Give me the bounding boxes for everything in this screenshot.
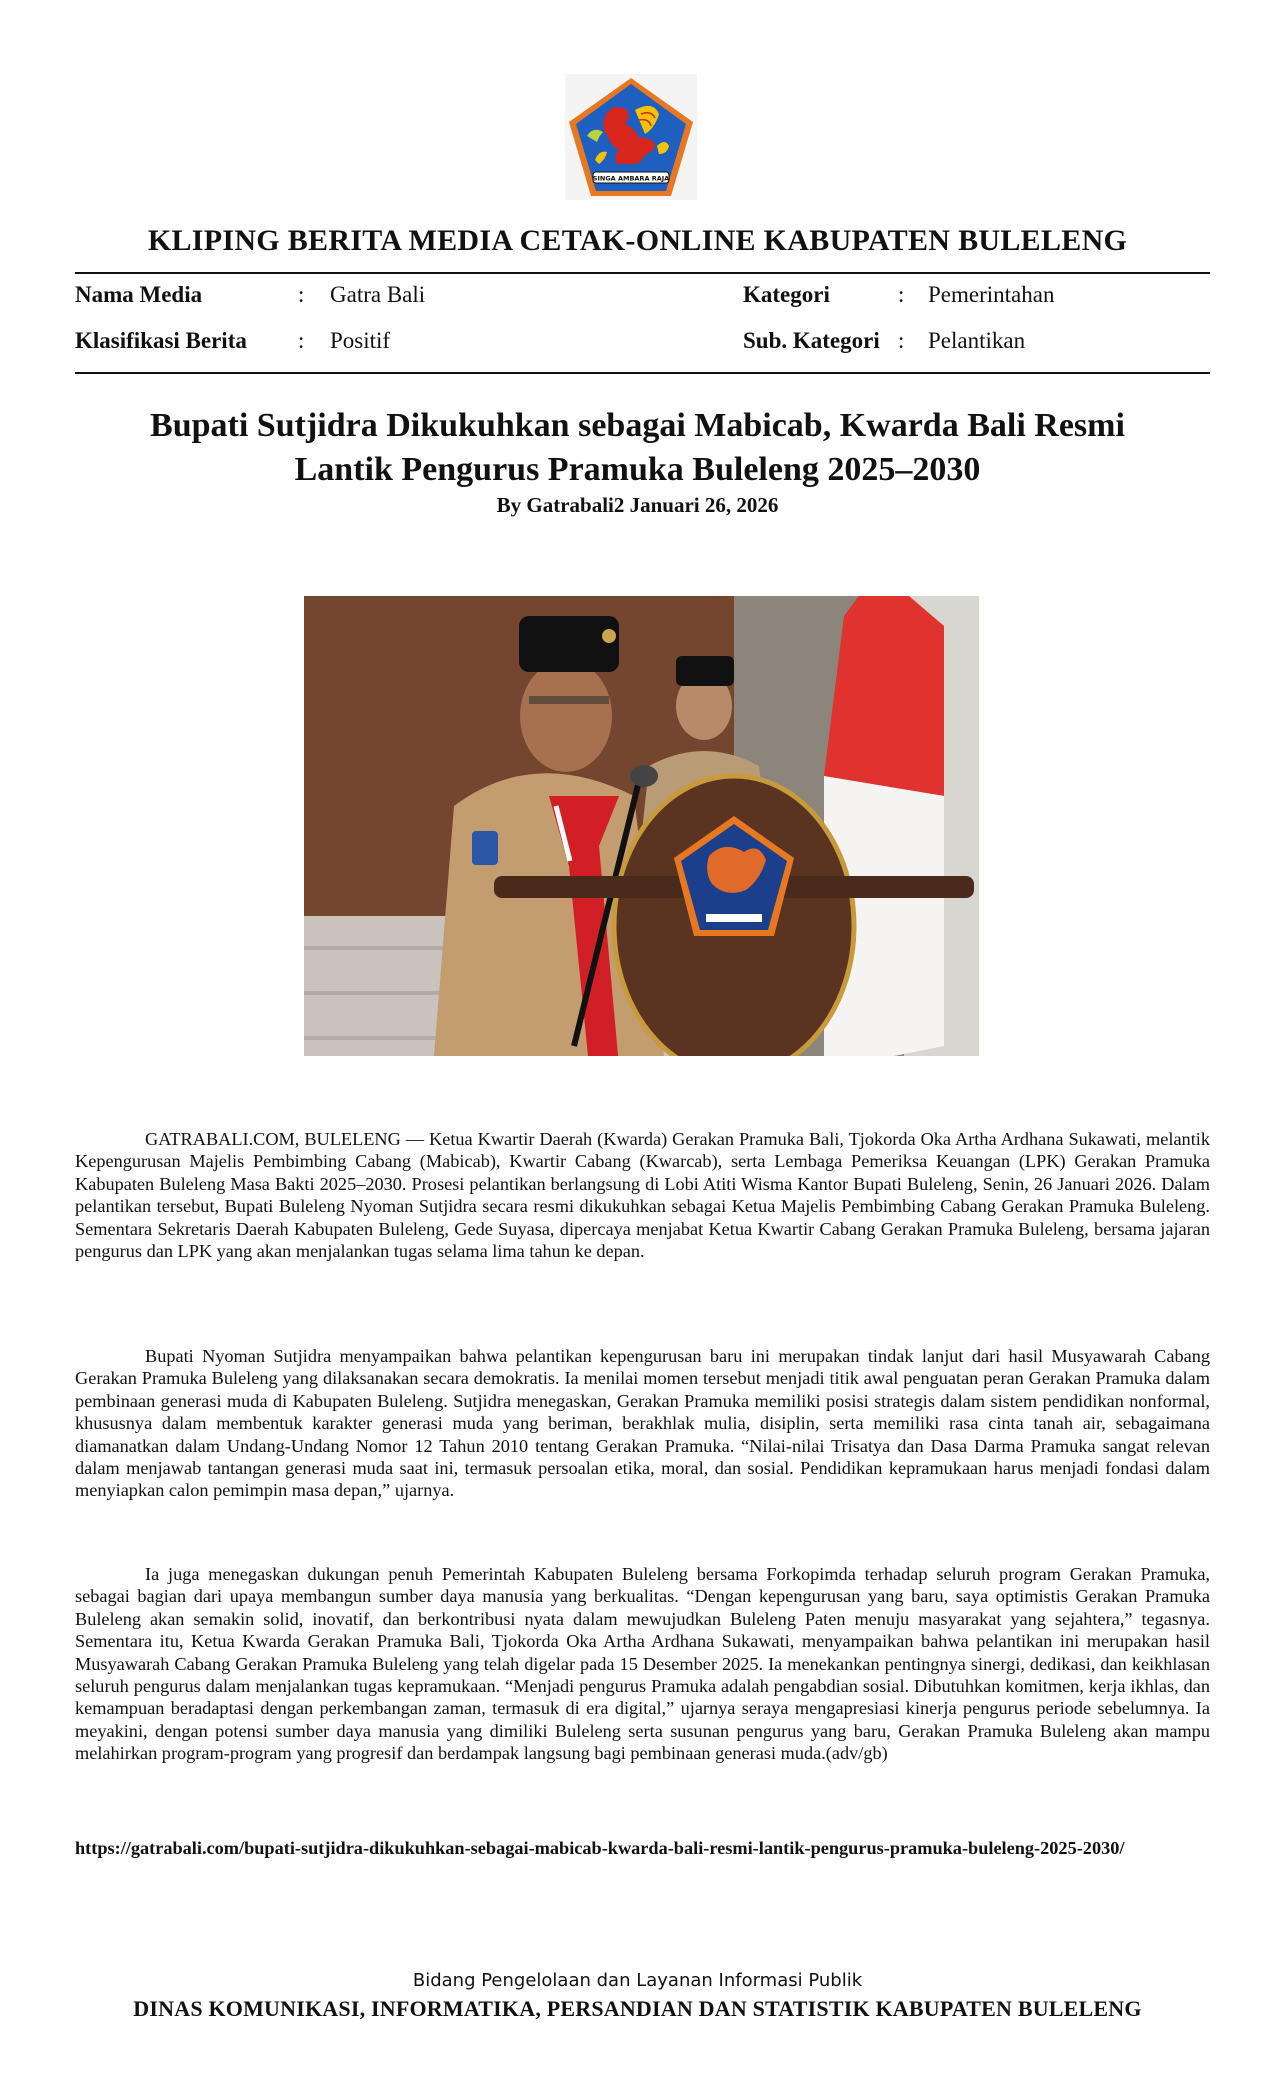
meta-row-1	[75, 282, 1210, 318]
colon: :	[898, 282, 905, 307]
meta-row-2	[75, 328, 1210, 364]
source-url-link[interactable]: https://gatrabali.com/bupati-sutjidra-dikukuhkan-sebagai-mabicab-kwarda-bali-resmi-lantik-pengurus-pramuka-buleleng-2025-2030/	[75, 1838, 1125, 1858]
article-paragraph-1	[75, 1128, 1210, 1262]
footer-subtitle: Bidang Pengelolaan dan Layanan Informasi Publik	[412, 1970, 863, 1991]
colon: :	[898, 328, 905, 353]
buleleng-emblem-logo	[565, 74, 697, 200]
headline-line-1: Bupati Sutjidra Dikukuhkan sebagai Mabicab, Kwarda Bali Resmi	[150, 407, 1125, 444]
paragraph-text: Ia juga menegaskan dukungan penuh Pemerintah Kabupaten Buleleng bersama Forkopimda terhadap seluruh program Gerakan Pramuka, sebagai bagian dari upaya membangun sumber daya manusia yang berkualitas. “Dengan kepengurusan yang baru, saya optimistis Gerakan Pramuka Buleleng akan semakin solid, inovatif, dan berkontribusi nyata dalam mewujudkan Buleleng Paten menuju masyarakat yang sejahtera,” tegasnya. Sementara itu, Ketua Kwarda Gerakan Pramuka Bali, Tjokorda Oka Artha Ardhana Sukawati, menyampaikan bahwa pelantikan ini merupakan hasil Musyawarah Cabang Gerakan Pramuka Buleleng yang telah digelar pada 15 Desember 2025. Ia menekankan pentingnya sinergi, dedikasi, dan keikhlasan seluruh pengurus dalam menjalankan tugas kepramukaan. “Menjadi pengurus Pramuka adalah pengabdian sosial. Dibutuhkan komitmen, kerja ikhlas, dan kemampuan beradaptasi dengan perkembangan zaman, termasuk di era digital,” ujarnya seraya mengapresiasi kinerja pengurus periode sebelumnya. Ia meyakini, dengan potensi sumber daya manusia yang dimiliki Buleleng serta susunan pengurus yang baru, Gerakan Pramuka Buleleng akan mampu melahirkan program-program yang progresif dan berdampak langsung bagi pembinaan generasi muda.(adv/gb)	[75, 1564, 1210, 1764]
nama-media-label: Nama Media	[75, 282, 203, 307]
singa-ambara-raja-emblem-icon	[565, 74, 697, 200]
kategori-value: Pemerintahan	[928, 282, 1055, 307]
colon: :	[298, 282, 305, 307]
paragraph-text: GATRABALI.COM, BULELENG — Ketua Kwartir Daerah (Kwarda) Gerakan Pramuka Bali, Tjokorda Oka Artha Ardhana Sukawati, melantik Kepengurusan Majelis Pembimbing Cabang (Mabicab), Kwartir Cabang (Kwarcab), serta Lembaga Pemeriksa Keuangan (LPK) Gerakan Pramuka Kabupaten Buleleng Masa Bakti 2025–2030. Prosesi pelantikan berlangsung di Lobi Atiti Wisma Kantor Bupati Buleleng, Senin, 26 Januari 2026. Dalam pelantikan tersebut, Bupati Buleleng Nyoman Sutjidra secara resmi dikukuhkan sebagai Ketua Majelis Pembimbing Cabang Gerakan Pramuka Buleleng. Sementara Sekretaris Daerah Kabupaten Buleleng, Gede Suyasa, dipercaya menjabat Ketua Kwartir Cabang Gerakan Pramuka Buleleng, bersama jajaran pengurus dan LPK yang akan menjalankan tugas selama lima tahun ke depan.	[75, 1129, 1210, 1262]
colon: :	[298, 328, 305, 353]
kategori-label: Kategori	[743, 282, 830, 307]
bottom-divider	[75, 372, 1210, 374]
article-paragraph-2	[75, 1345, 1210, 1502]
nama-media-value: Gatra Bali	[330, 282, 426, 307]
top-divider	[75, 272, 1210, 274]
article-byline: By Gatrabali2 Januari 26, 2026	[496, 493, 779, 517]
paragraph-text: Bupati Nyoman Sutjidra menyampaikan bahwa pelantikan kepengurusan baru ini merupakan tindak lanjut dari hasil Musyawarah Cabang Gerakan Pramuka Buleleng yang dilaksanakan secara demokratis. Ia menilai momen tersebut menjadi titik awal penguatan peran Gerakan Pramuka dalam pembinaan generasi muda di Kabupaten Buleleng. Sutjidra menegaskan, Gerakan Pramuka memiliki posisi strategis dalam sistem pendidikan nonformal, khususnya dalam membentuk karakter generasi muda yang beriman, berakhlak mulia, disiplin, serta memiliki rasa cinta tanah air, sebagaimana diamanatkan dalam Undang-Undang Nomor 12 Tahun 2010 tentang Gerakan Pramuka. “Nilai-nilai Trisatya dan Dasa Darma Pramuka sangat relevan dalam menjawab tantangan generasi muda saat ini, termasuk persoalan etika, moral, dan sosial. Pendidikan kepramukaan harus menjadi fondasi dalam menyiapkan calon pemimpin masa depan,” ujarnya.	[75, 1346, 1210, 1501]
sub-kategori-value: Pelantikan	[928, 328, 1026, 353]
photo-illustration	[304, 596, 979, 1056]
document-title: KLIPING BERITA MEDIA CETAK-ONLINE KABUPATEN BULELENG	[147, 224, 1128, 257]
article-paragraph-3	[75, 1563, 1210, 1765]
sub-kategori-label: Sub. Kategori	[743, 328, 880, 353]
klasifikasi-berita-value: Positif	[330, 328, 391, 353]
article-headline	[90, 404, 1185, 492]
footer-title: DINAS KOMUNIKASI, INFORMATIKA, PERSANDIAN DAN STATISTIK KABUPATEN BULELENG	[133, 1996, 1142, 2021]
headline-line-2: Lantik Pengurus Pramuka Buleleng 2025–2030	[294, 451, 981, 488]
svg-text:SINGA AMBARA RAJA: SINGA AMBARA RAJA	[592, 174, 670, 183]
article-photo	[304, 596, 979, 1056]
klasifikasi-berita-label: Klasifikasi Berita	[75, 328, 247, 353]
